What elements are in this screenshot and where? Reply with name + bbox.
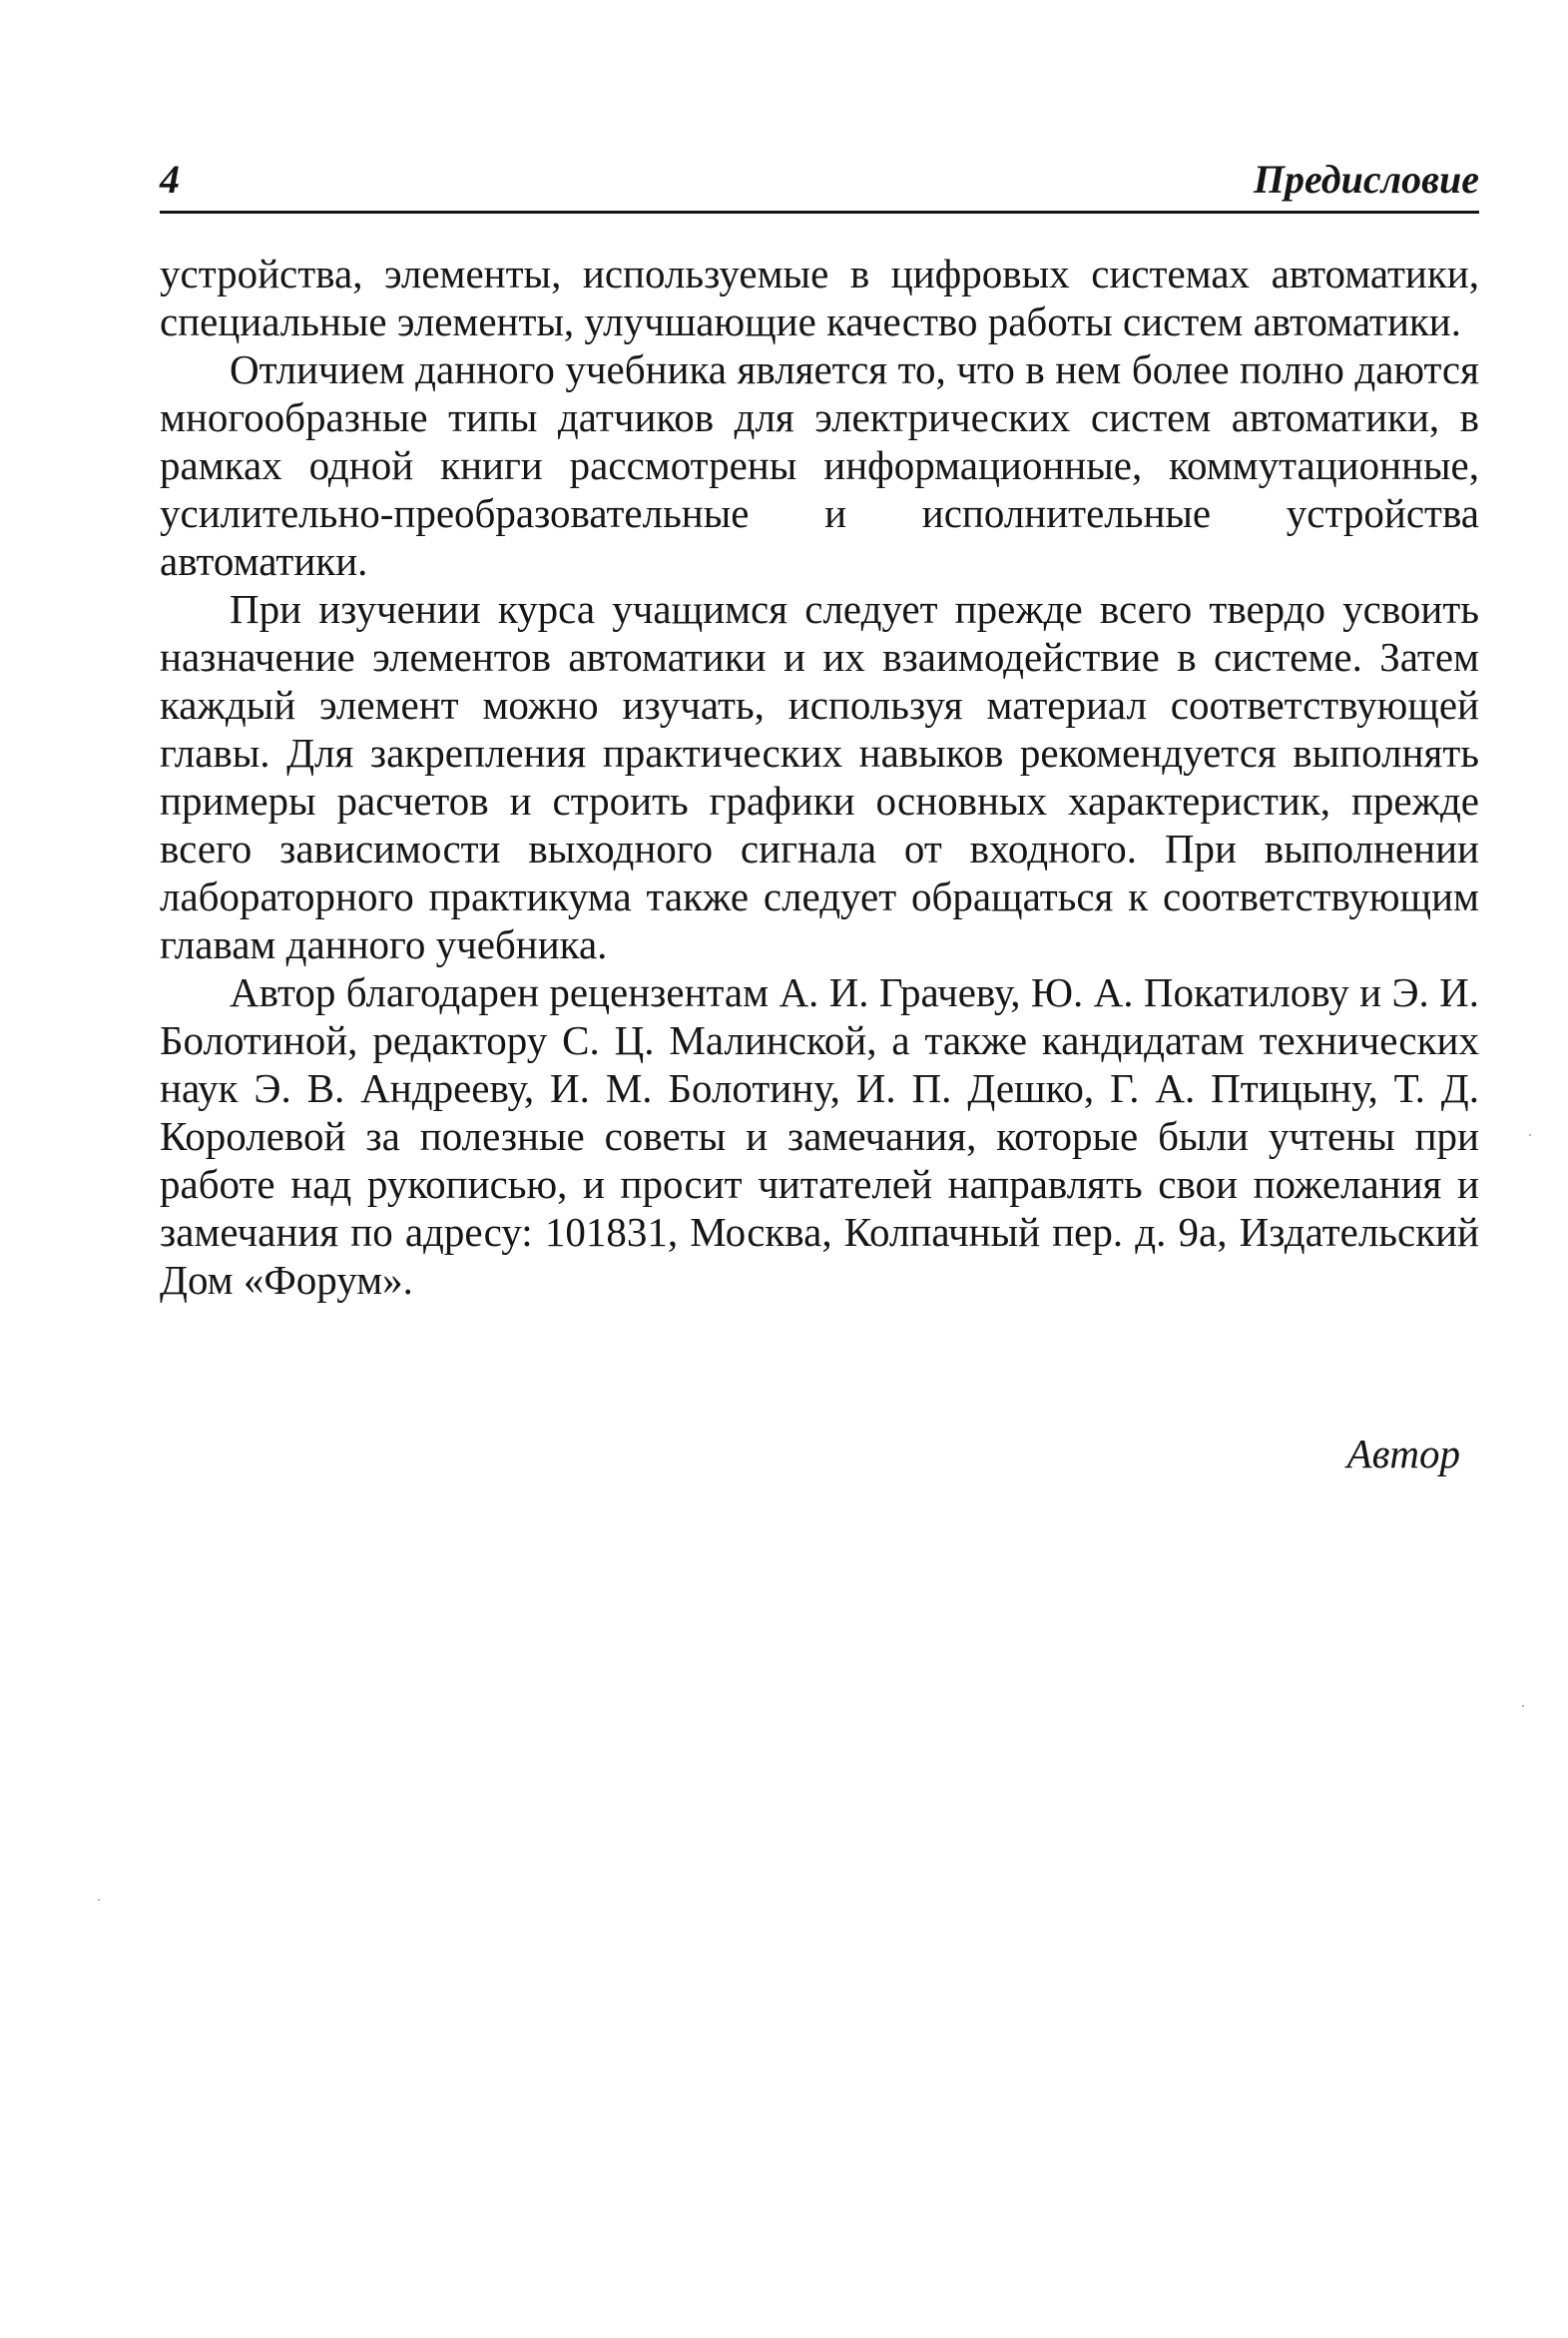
- paragraph-study-advice: При изучении курса учащимся следует прежде всего твердо усвоить назначение элементов автоматики и их взаимодействие в системе. Затем каждый элемент можно изучать, используя материал соответствующей главы. Для закрепления практических навыков рекомендуется выполнять примеры расчетов и строить графики основных характеристик, прежде всего зависимости выходного сигнала от входного. При выполнении лабораторного практикума также следует обращаться к соответствующим главам данного учебника.: [160, 586, 1479, 967]
- running-head: [160, 150, 1479, 210]
- author-signature: Автор: [1346, 1431, 1460, 1476]
- scan-speck: [1522, 1705, 1524, 1707]
- scan-speck: [1529, 1134, 1531, 1136]
- paragraph-continuation: устройства, элементы, используемые в цифровых системах автоматики, специальные элементы, улучшающие качество работы систем автоматики.: [160, 251, 1479, 344]
- scan-speck: [98, 1899, 100, 1901]
- paragraph-acknowledgements: Автор благодарен рецензентам А. И. Грачеву, Ю. А. Покатилову и Э. И. Болотиной, редактору С. Ц. Малинской, а также кандидатам технических наук Э. В. Андрееву, И. М. Болотину, И. П. Дешко, Г. А. Птицыну, Т. Д. Королевой за полезные советы и замечания, которые были учтены при работе над рукописью, и просит читателей направлять свои пожелания и замечания по адресу: 101831, Москва, Колпачный пер. д. 9а, Издательский Дом «Форум».: [160, 969, 1479, 1303]
- page-number: 4: [160, 157, 180, 202]
- paragraph-textbook-distinction: Отличием данного учебника является то, что в нем более полно даются многообразные типы датчиков для электрических систем автоматики, в рамках одной книги рассмотрены информационные, коммутационные, усилительно-преобразовательные и исполнительные устройства автоматики.: [160, 346, 1479, 584]
- body-text: [160, 250, 1479, 1304]
- header-rule: [160, 211, 1479, 214]
- section-title: Предисловие: [1253, 157, 1479, 202]
